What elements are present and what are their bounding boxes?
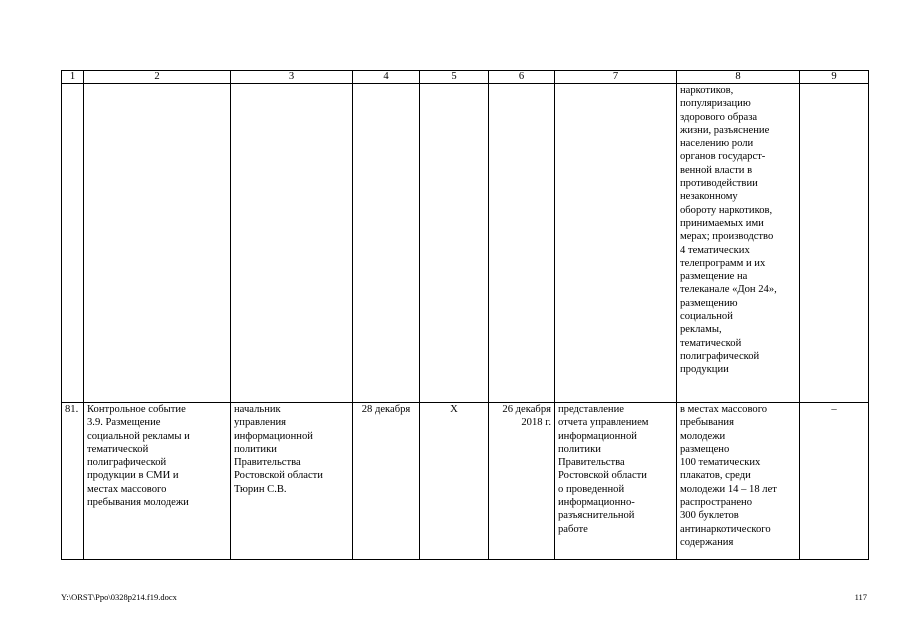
header-col-2: 2 [84,71,231,84]
cell-empty [420,84,489,403]
cell-x-mark: Х [420,403,489,560]
cell-empty [84,84,231,403]
document-table [61,70,869,560]
header-col-3: 3 [231,71,353,84]
cell-empty [489,84,555,403]
cell-empty [231,84,353,403]
header-col-5: 5 [420,71,489,84]
cell-row-number: 81. [62,403,84,560]
cell-plan-date: 28 декабря [353,403,420,560]
cell-evidence: представление отчета управлением информационной политики Правительства Ростовской области о проведенной информационно- разъяснительной работе [555,403,677,560]
cell-empty [555,84,677,403]
cell-result: в местах массового пребывания молодежи размещено 100 тематических плакатов, среди молодежи 14 – 18 лет распространено 300 буклетов антинаркотического содержания [677,403,800,560]
header-col-6: 6 [489,71,555,84]
cell-empty [800,84,869,403]
table-row-continued [62,84,869,403]
header-col-4: 4 [353,71,420,84]
cell-empty [62,84,84,403]
cell-result-continued: наркотиков, популяризацию здорового образа жизни, разъяснение населению роли органов государст- венной власти в противодействии незаконному обороту наркотиков, принимаемых ими мерах; производство 4 тематических телепрограмм и их размещение на телеканале «Дон 24», размещению социальной рекламы, тематической полиграфической продукции [677,84,800,403]
cell-note: – [800,403,869,560]
cell-empty [353,84,420,403]
header-col-9: 9 [800,71,869,84]
cell-fact-date: 26 декабря 2018 г. [489,403,555,560]
header-col-1: 1 [62,71,84,84]
table-row-81 [62,403,869,560]
cell-event: Контрольное событие 3.9. Размещение социальной рекламы и тематической полиграфической продукции в СМИ и местах массового пребывания молодежи [84,403,231,560]
header-col-7: 7 [555,71,677,84]
footer-file-path: Y:\ORST\Ppo\0328p214.f19.docx [61,592,177,602]
cell-responsible: начальник управления информационной политики Правительства Ростовской области Тюрин С.В. [231,403,353,560]
header-col-8: 8 [677,71,800,84]
footer-page-number: 117 [854,592,867,602]
header-row [62,71,869,84]
